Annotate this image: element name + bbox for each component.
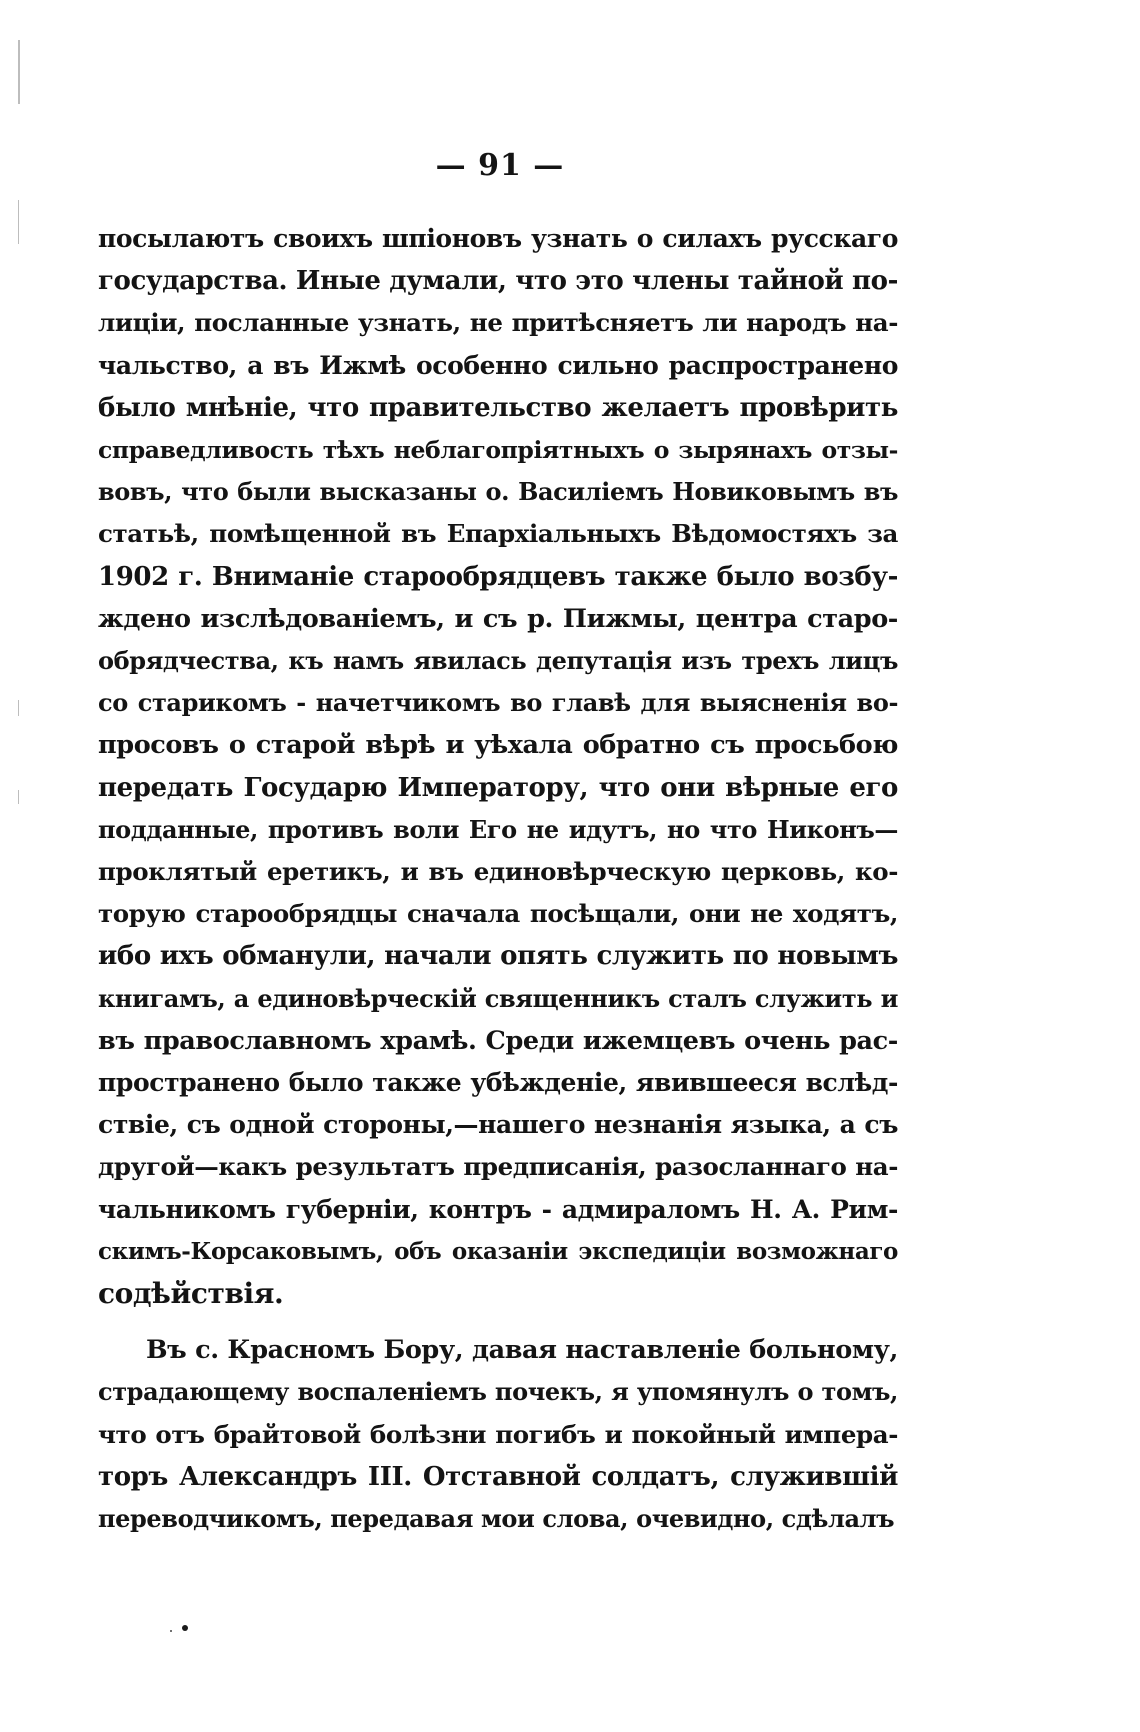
text-line: обрядчества, къ намъ явилась депутація изъ трехъ лицъ	[98, 646, 898, 676]
text-line: было мнѣніе, что правительство желаетъ провѣрить	[98, 392, 898, 423]
ink-speck	[182, 1625, 188, 1631]
paragraph	[98, 1329, 898, 1540]
text-line: просовъ о старой вѣрѣ и уѣхала обратно съ просьбою	[98, 730, 898, 761]
text-line: Въ с. Красномъ Бору, давая наставленіе больному,	[146, 1335, 898, 1366]
text-line: государства. Иные думали, что это члены тайной по-	[98, 266, 898, 297]
text-line: статьѣ, помѣщенной въ Епархіальныхъ Вѣдомостяхъ за	[98, 519, 898, 549]
text-line: содѣйствія.	[98, 1277, 284, 1311]
page-number: — 91 —	[435, 148, 565, 183]
text-line: ибо ихъ обманули, начали опять служить по новымъ	[98, 941, 898, 972]
text-line: чальникомъ губерніи, контръ - адмираломъ Н. А. Рим-	[98, 1194, 898, 1224]
text-line: чальство, а въ Ижмѣ особенно сильно распространено	[98, 350, 898, 380]
text-line: со старикомъ - начетчикомъ во главѣ для выясненія во-	[98, 688, 898, 718]
text-line: скимъ-Корсаковымъ, объ оказаніи экспедиціи возможнаго	[98, 1237, 898, 1265]
text-line: ствіе, съ одной стороны,—нашего незнанія языка, а съ	[98, 1110, 898, 1140]
text-line: 1902 г. Вниманіе старообрядцевъ также было возбу-	[98, 561, 898, 592]
text-line: торую старообрядцы сначала посѣщали, они не ходятъ,	[98, 899, 898, 929]
text-line: что отъ брайтовой болѣзни погибъ и покойный импера-	[98, 1419, 898, 1449]
text-line: лиціи, посланные узнать, не притѣсняетъ ли народъ на-	[98, 308, 898, 338]
text-line: торъ Александръ III. Отставной солдатъ, служившій	[98, 1461, 898, 1492]
text-line: переводчикомъ, передавая мои слова, очевидно, сдѣлалъ	[98, 1504, 895, 1534]
ink-speck	[170, 1630, 172, 1632]
text-line: посылаютъ своихъ шпіоновъ узнать о силахъ русскаго	[98, 224, 898, 253]
paragraph-gap	[98, 1315, 898, 1329]
text-line: передать Государю Императору, что они вѣрные его	[98, 772, 898, 803]
body-text	[98, 218, 898, 1540]
scan-edge-mark	[18, 700, 19, 716]
text-line: въ православномъ храмѣ. Среди ижемцевъ очень рас-	[98, 1025, 898, 1056]
text-line: книгамъ, а единовѣрческій священникъ сталъ служить и	[98, 983, 898, 1013]
text-line: страдающему воспаленіемъ почекъ, я упомянулъ о томъ,	[98, 1377, 898, 1407]
text-line: ждено изслѣдованіемъ, и съ р. Пижмы, центра старо-	[98, 603, 898, 634]
paragraph	[98, 218, 898, 1315]
text-line: пространено было также убѣжденіе, явившееся вслѣд-	[98, 1068, 898, 1098]
scan-edge-mark	[18, 790, 19, 804]
text-line: справедливость тѣхъ неблагопріятныхъ о зырянахъ отзы-	[98, 436, 898, 465]
text-line: другой—какъ результатъ предписанія, разосланнаго на-	[98, 1152, 898, 1182]
text-line: проклятый еретикъ, и въ единовѣрческую церковь, ко-	[98, 857, 898, 887]
text-line: вовъ, что были высказаны о. Василіемъ Новиковымъ въ	[98, 477, 898, 507]
scan-edge-mark	[18, 200, 19, 244]
scan-edge-mark	[18, 40, 20, 104]
text-line: подданные, противъ воли Его не идутъ, но что Никонъ—	[98, 814, 898, 844]
